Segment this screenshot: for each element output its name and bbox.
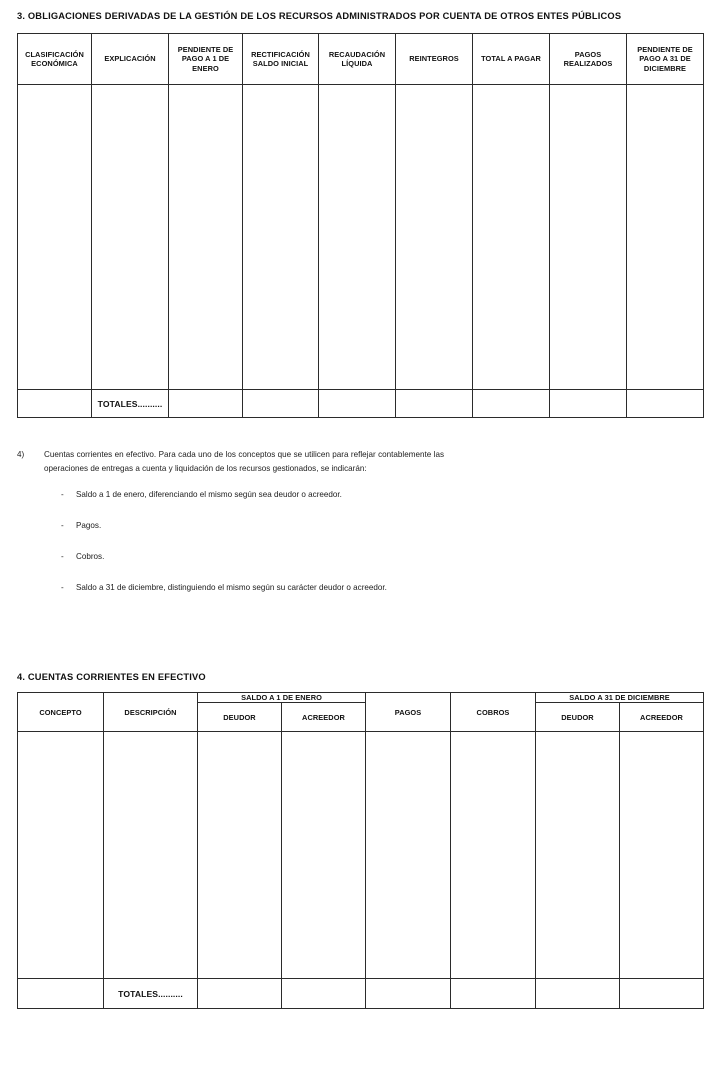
data-cell-clasificacion-economica[interactable] (18, 85, 92, 390)
dash-bullet-marker: - (61, 551, 64, 561)
list-item-text: Saldo a 31 de diciembre, distinguiendo el mismo según su carácter deudor o acreedor. (76, 582, 387, 592)
data-cell-concepto[interactable] (18, 732, 104, 979)
list-item (61, 519, 577, 533)
col-header-recaudacion-liquida (319, 34, 396, 85)
data-cell-pagos[interactable] (366, 732, 451, 979)
header-line: CLASIFICACIÓN (25, 49, 84, 59)
header-line: PAGO A 31 DE (639, 54, 691, 64)
col-header-total-a-pagar (473, 34, 550, 85)
header-line: ECONÓMICA (31, 59, 78, 68)
totals-cell-pagos[interactable] (366, 979, 451, 1009)
header-line: SALDO A 31 DE DICIEMBRE (569, 693, 670, 702)
data-cell-recaudacion-liquida[interactable] (319, 85, 396, 390)
data-cell-saldo-diciembre-deudor[interactable] (536, 732, 620, 979)
totals-label: TOTALES.......... (92, 390, 169, 418)
header-line: RECAUDACIÓN (328, 49, 386, 59)
data-cell-reintegros[interactable] (396, 85, 473, 390)
data-cell-saldo-enero-deudor[interactable] (198, 732, 282, 979)
header-line: LÍQUIDA (341, 59, 373, 68)
header-line: ACREEDOR (640, 712, 683, 722)
numbered-item-paragraph: Cuentas corrientes en efectivo. Para cada uno de los conceptos que se utilicen para reflejar contablemente las operaciones de entregas a cuenta y liquidación de los recursos gestionados, se indicarán: (44, 450, 444, 473)
list-item (61, 550, 577, 564)
data-cell-explicacion[interactable] (92, 85, 169, 390)
data-cell-pendiente-pago-31-diciembre[interactable] (627, 85, 704, 390)
totals-cell-saldo-enero-deudor[interactable] (198, 979, 282, 1009)
header-line: PAGO A 1 DE (181, 54, 230, 64)
totals-cell-reintegros[interactable] (396, 390, 473, 418)
col-header-saldo-diciembre-acreedor (620, 703, 704, 732)
totals-cell-cobros[interactable] (451, 979, 536, 1009)
header-line: PENDIENTE DE (637, 45, 693, 55)
totals-cell-saldo-diciembre-deudor[interactable] (536, 979, 620, 1009)
cuentas-corrientes-table (17, 692, 704, 1009)
dash-bullet-marker: - (61, 489, 64, 499)
list-item-text: Cobros. (76, 551, 105, 561)
header-line: PAGOS (574, 49, 602, 59)
list-item (61, 488, 577, 502)
data-cell-rectificacion-saldo-inicial[interactable] (243, 85, 319, 390)
header-line: RECTIFICACIÓN (251, 49, 310, 59)
header-line: SALDO INICIAL (252, 59, 309, 68)
col-header-pendiente-pago-31-diciembre (627, 34, 704, 85)
header-line: REINTEGROS (409, 54, 459, 64)
totals-cell-total-a-pagar[interactable] (473, 390, 550, 418)
instructions-text-block (17, 448, 577, 611)
numbered-item-marker: 4) (17, 450, 25, 459)
col-header-saldo-enero-deudor (198, 703, 282, 732)
totals-label-spacer (18, 390, 92, 418)
col-header-saldo-diciembre-deudor (536, 703, 620, 732)
col-header-saldo-1-enero (198, 693, 366, 703)
obligaciones-header-row (18, 34, 704, 85)
dash-bullet-marker: - (61, 520, 64, 530)
totals-cell-saldo-enero-acreedor[interactable] (282, 979, 366, 1009)
totals-cell-pendiente-pago-31-diciembre[interactable] (627, 390, 704, 418)
header-line: ENERO (192, 63, 219, 73)
col-header-reintegros (396, 34, 473, 85)
obligaciones-totals-row (18, 390, 704, 418)
totals-label: TOTALES.......... (104, 979, 198, 1009)
dash-bullet-marker: - (61, 582, 64, 592)
totals-cell-recaudacion-liquida[interactable] (319, 390, 396, 418)
section-3-heading: 3. OBLIGACIONES DERIVADAS DE LA GESTIÓN DE LOS RECURSOS ADMINISTRADOS POR CUENTA DE OTROS ENTES PÚBLICOS (17, 11, 622, 21)
totals-label-spacer (18, 979, 104, 1009)
data-cell-saldo-enero-acreedor[interactable] (282, 732, 366, 979)
list-item (61, 581, 577, 595)
totals-cell-pendiente-pago-1-enero[interactable] (169, 390, 243, 418)
cuentas-totals-row (18, 979, 704, 1009)
header-line: DEUDOR (223, 712, 256, 722)
col-header-pagos (366, 693, 451, 732)
col-header-cobros (451, 693, 536, 732)
list-item-text: Pagos. (76, 520, 102, 530)
data-cell-cobros[interactable] (451, 732, 536, 979)
data-cell-total-a-pagar[interactable] (473, 85, 550, 390)
totals-cell-rectificacion-saldo-inicial[interactable] (243, 390, 319, 418)
numbered-item-4 (17, 448, 577, 476)
obligaciones-data-row (18, 85, 704, 390)
data-cell-pendiente-pago-1-enero[interactable] (169, 85, 243, 390)
cuentas-data-row (18, 732, 704, 979)
header-line: DICIEMBRE (643, 63, 687, 73)
header-line: PAGOS (394, 707, 422, 717)
col-header-saldo-enero-acreedor (282, 703, 366, 732)
section-4-heading: 4. CUENTAS CORRIENTES EN EFECTIVO (17, 672, 206, 682)
header-line: EXPLICACIÓN (104, 54, 156, 64)
totals-cell-pagos-realizados[interactable] (550, 390, 627, 418)
header-line: PENDIENTE DE (177, 45, 234, 55)
col-header-clasificacion-economica (18, 34, 92, 85)
header-line: DEUDOR (561, 712, 594, 722)
header-line: REALIZADOS (563, 59, 613, 68)
col-header-pagos-realizados (550, 34, 627, 85)
col-header-pendiente-pago-1-enero (169, 34, 243, 85)
col-header-concepto (18, 693, 104, 732)
obligaciones-table (17, 33, 704, 418)
list-item-text: Saldo a 1 de enero, diferenciando el mismo según sea deudor o acreedor. (76, 489, 342, 499)
header-line: COBROS (476, 707, 510, 717)
header-line: DESCRIPCIÓN (124, 707, 177, 717)
cuentas-header-row-1 (18, 693, 704, 703)
totals-cell-saldo-diciembre-acreedor[interactable] (620, 979, 704, 1009)
data-cell-saldo-diciembre-acreedor[interactable] (620, 732, 704, 979)
header-line: ACREEDOR (302, 712, 345, 722)
data-cell-descripcion[interactable] (104, 732, 198, 979)
col-header-explicacion (92, 34, 169, 85)
col-header-descripcion (104, 693, 198, 732)
col-header-saldo-31-diciembre (536, 693, 704, 703)
dash-bullet-list (61, 488, 577, 595)
header-line: CONCEPTO (39, 707, 82, 717)
header-line: SALDO A 1 DE ENERO (241, 693, 322, 702)
col-header-rectificacion-saldo-inicial (243, 34, 319, 85)
data-cell-pagos-realizados[interactable] (550, 85, 627, 390)
header-line: TOTAL A PAGAR (481, 54, 541, 64)
